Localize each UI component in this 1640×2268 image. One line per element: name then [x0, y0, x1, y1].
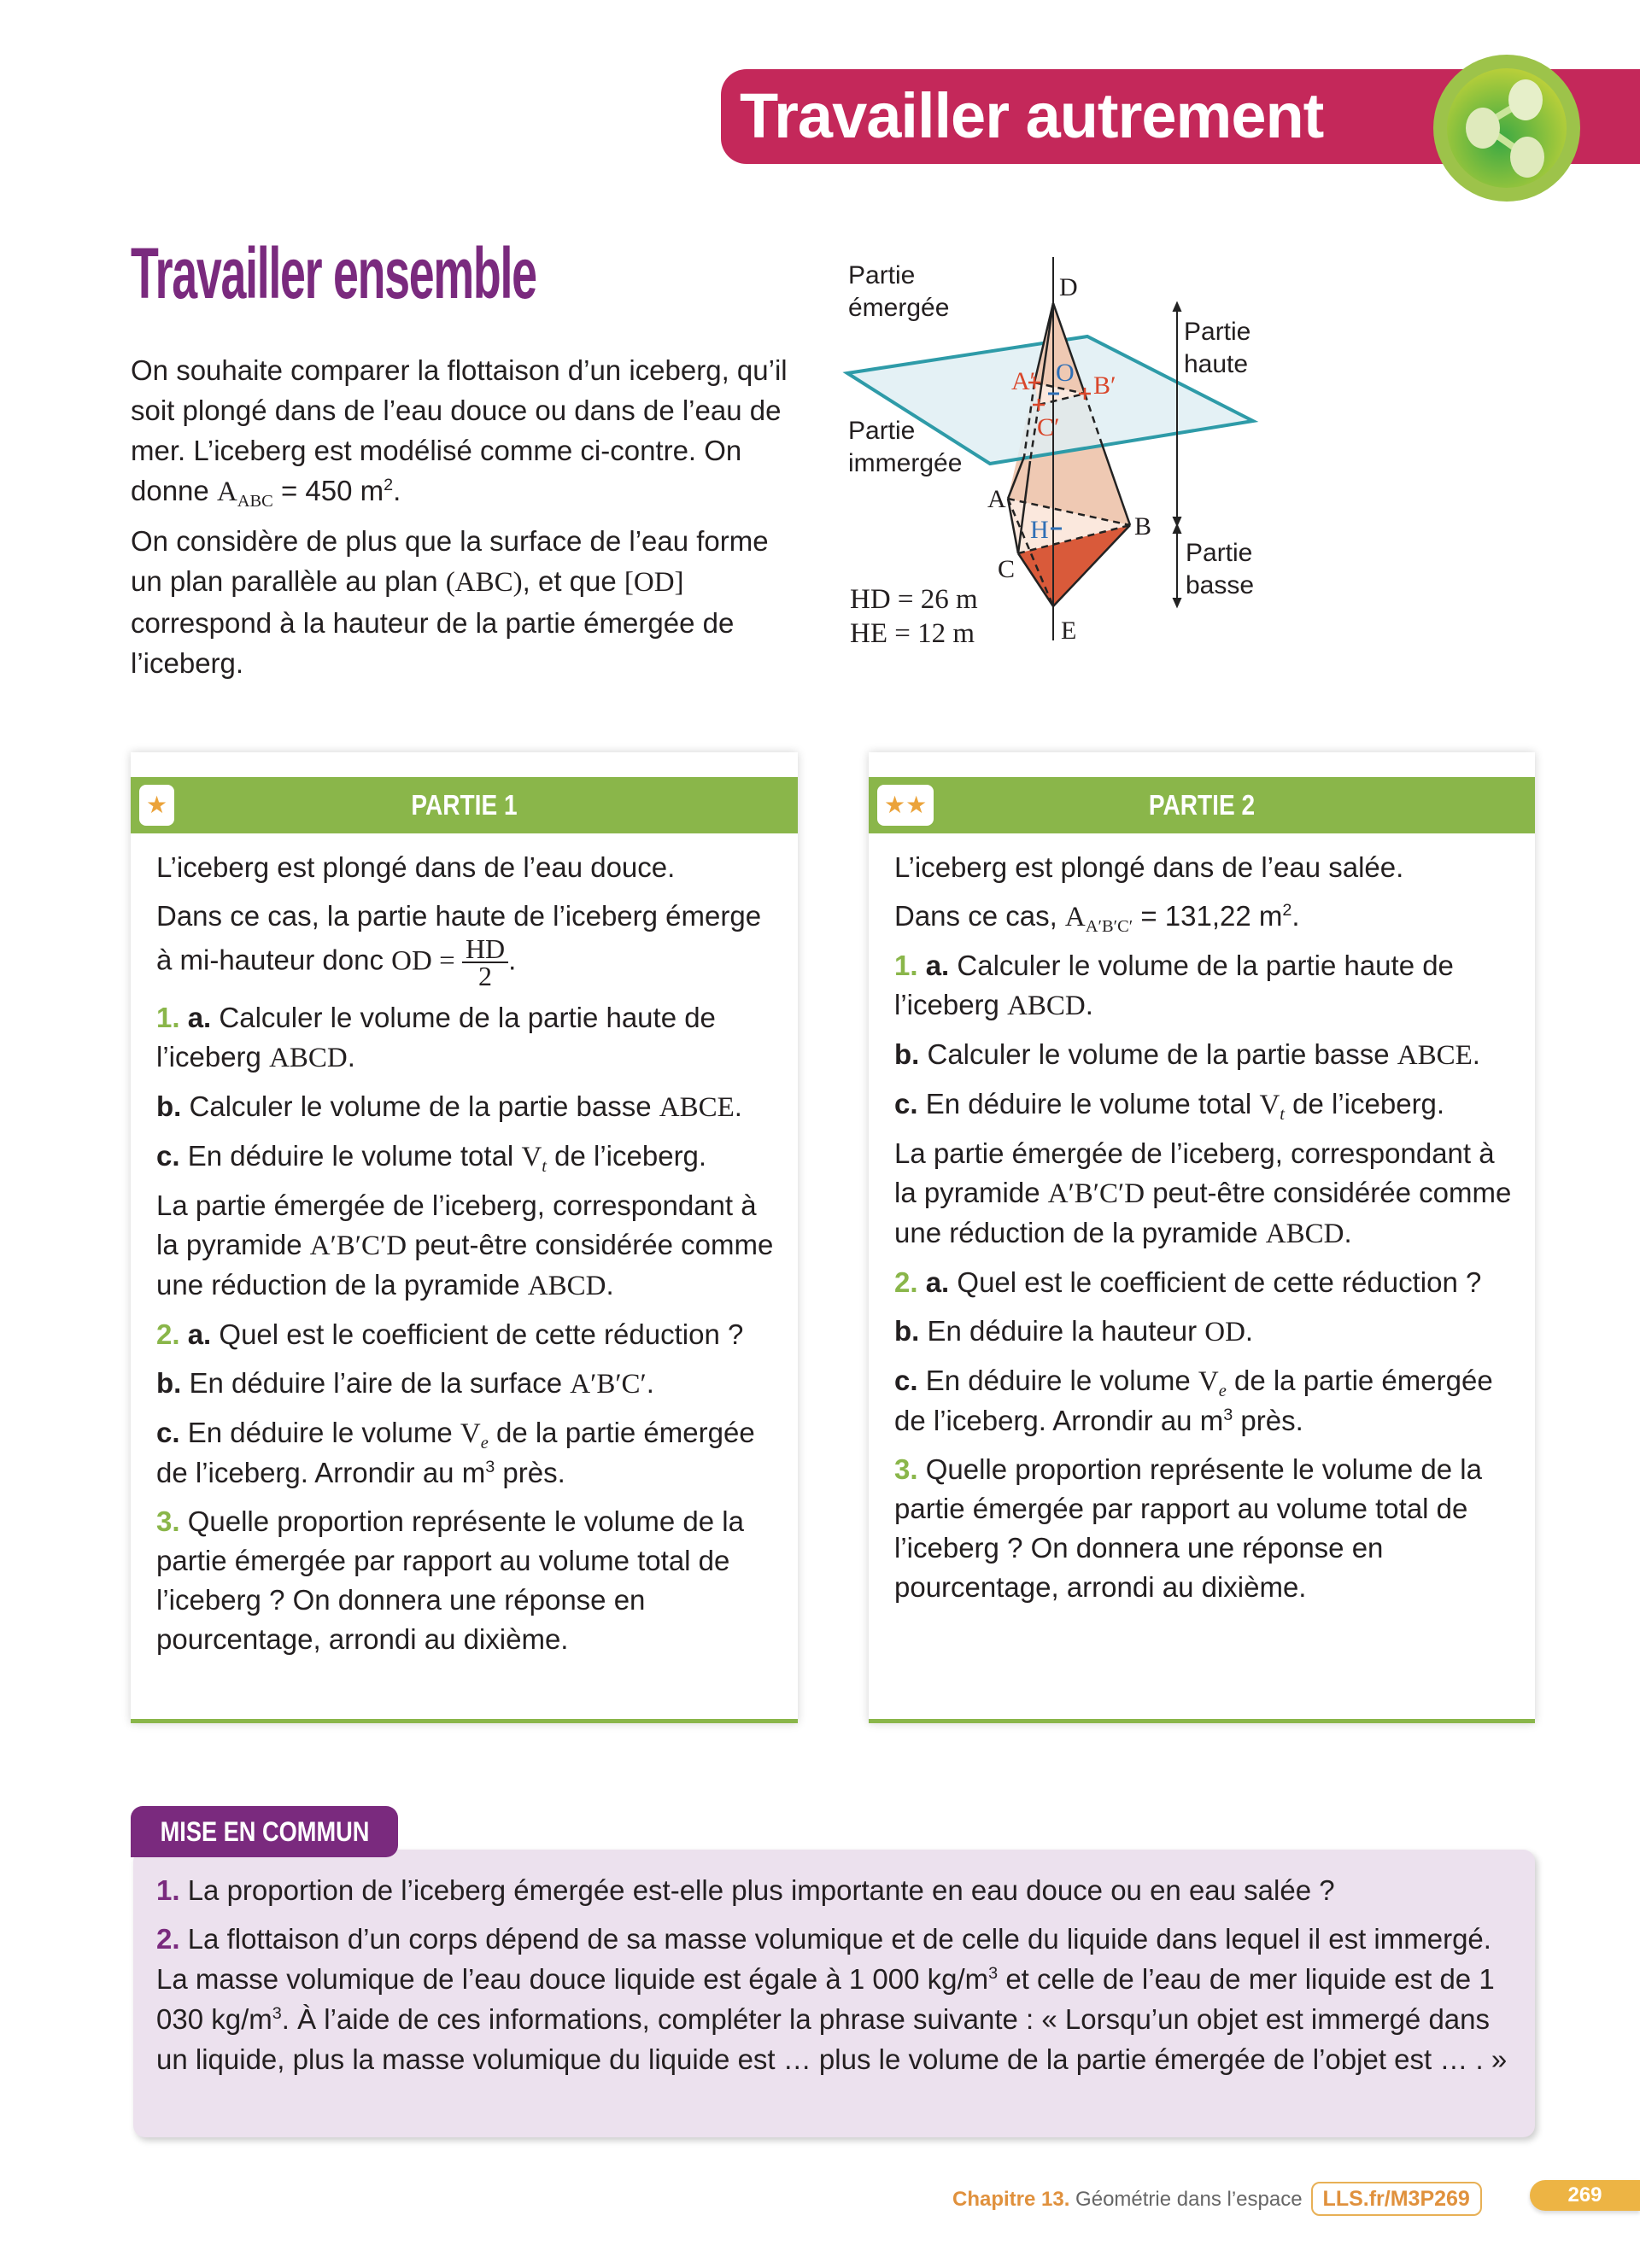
text: .	[347, 1041, 355, 1073]
chapter-title: Géométrie dans l’espace	[1069, 2188, 1303, 2211]
question-letter: a.	[187, 1318, 212, 1350]
sup: 3	[485, 1458, 495, 1477]
question-1c	[156, 1137, 779, 1177]
question-letter: a.	[925, 950, 950, 981]
question-2	[156, 1919, 1514, 2079]
text: .	[1085, 989, 1093, 1020]
question-number: 1.	[156, 1002, 180, 1033]
label-partie-basse	[1186, 537, 1254, 602]
label-partie-haute	[1184, 316, 1250, 381]
point-label-H: H	[1030, 516, 1049, 544]
math-sub: e	[1218, 1382, 1227, 1401]
question-number: 2.	[894, 1266, 918, 1298]
chapter-number: Chapitre 13.	[952, 2188, 1070, 2211]
text: de la partie émergée de l’iceberg. Arrondir au m	[894, 1365, 1493, 1436]
text: et celle de l’eau de mer liquide est de 1 030 kg/m	[156, 1963, 1495, 2035]
difficulty-stars-icon: ★★	[877, 785, 934, 826]
given-he: HE = 12 m	[850, 618, 975, 649]
text: En déduire le volume	[179, 1417, 460, 1448]
text: Dans ce cas,	[894, 900, 1065, 932]
question-number: 2.	[156, 1318, 180, 1350]
intro-paragraph	[131, 350, 805, 512]
point-label-O: O	[1056, 359, 1075, 387]
text: .	[1344, 1217, 1352, 1248]
fraction	[462, 933, 508, 991]
numerator: HD	[462, 936, 508, 963]
text: Calculer le volume de la partie haute de l’iceberg	[894, 950, 1454, 1020]
point-label-C-prime: C′	[1037, 413, 1060, 441]
text: .	[1472, 1038, 1480, 1070]
question-letter: c.	[894, 1088, 918, 1119]
math-sub: t	[1280, 1105, 1285, 1125]
page-footer	[952, 2182, 1482, 2216]
text: = 450 m	[272, 475, 384, 506]
label-line: Partie	[848, 417, 916, 445]
text: .	[1292, 900, 1300, 932]
partie2-card	[869, 752, 1535, 1723]
question-2c	[156, 1413, 779, 1493]
text: En déduire la hauteur	[919, 1315, 1205, 1347]
partie2-header	[869, 777, 1535, 833]
partie2-title: PARTIE 2	[1148, 789, 1256, 821]
math: A′B′C′D	[1047, 1178, 1145, 1209]
math: A	[216, 476, 237, 507]
text: En déduire le volume total	[917, 1088, 1260, 1119]
difficulty-star-icon: ★	[139, 785, 174, 826]
math-sub: ABC	[237, 492, 273, 511]
text: .	[508, 944, 517, 976]
question-1a	[894, 946, 1516, 1026]
point-label-C: C	[998, 555, 1016, 583]
paragraph	[894, 1134, 1516, 1254]
text: près.	[495, 1457, 565, 1488]
question-letter: b.	[156, 1090, 182, 1122]
text: La flottaison d’un corps dépend de sa masse volumique et de celle du liquide dans lequel il est immergé. La masse volumique de l’eau douce liquide est égale à 1 000 kg/m	[156, 1923, 1491, 1995]
math: (ABC)	[445, 567, 523, 598]
question-letter: c.	[894, 1365, 918, 1396]
question-1c	[894, 1084, 1516, 1125]
text: On considère de plus que la surface de l’eau forme un plan parallèle au plan	[131, 525, 769, 597]
point-label-E: E	[1061, 617, 1077, 645]
text: Calculer le volume de la partie haute de l’iceberg	[156, 1002, 716, 1073]
text: La partie émergée de l’iceberg, correspondant à la pyramide	[894, 1137, 1495, 1208]
math: [OD]	[624, 567, 684, 598]
text: .	[646, 1367, 654, 1399]
paragraph	[894, 897, 1516, 937]
math: ABCD	[527, 1271, 606, 1301]
resource-link[interactable]: LLS.fr/M3P269	[1311, 2182, 1482, 2216]
question-letter: c.	[156, 1417, 180, 1448]
mise-en-commun-body	[156, 1870, 1514, 2088]
paragraph: L’iceberg est plongé dans de l’eau salée.	[894, 851, 1404, 883]
math: OD	[1204, 1317, 1245, 1347]
math: V	[1259, 1090, 1280, 1120]
text: En déduire le volume total	[179, 1140, 522, 1172]
partie1-body	[156, 848, 779, 1669]
question-letter: a.	[925, 1266, 950, 1298]
molecule-icon	[1432, 53, 1582, 203]
question-1	[156, 1870, 1514, 1910]
text: Quelle proportion représente le volume de la partie émergée par rapport au volume total de l’iceberg ? On donnera une réponse en pourcentage, arrondi au dixième.	[894, 1453, 1482, 1603]
intro-text	[131, 350, 805, 692]
question-letter: b.	[156, 1367, 182, 1399]
label-line: Partie	[1186, 539, 1253, 567]
math: ABCD	[1265, 1219, 1344, 1249]
question-number: 1.	[894, 950, 918, 981]
banner-title: Travailler autrement	[740, 80, 1324, 151]
text: de l’iceberg.	[546, 1140, 707, 1172]
tab-label: MISE EN COMMUN	[160, 1816, 369, 1847]
point-label-B: B	[1134, 512, 1152, 541]
text: En déduire l’aire de la surface	[181, 1367, 571, 1399]
text: peut-être considérée comme une réduction de la pyramide	[894, 1177, 1512, 1248]
text: = 131,22 m	[1133, 900, 1283, 932]
partie1-card	[131, 752, 798, 1723]
label-line: Partie	[848, 261, 916, 289]
question-2c	[894, 1361, 1516, 1441]
mise-en-commun-tab	[131, 1806, 398, 1857]
math-sub: e	[480, 1434, 489, 1453]
math: A′B′C′	[570, 1369, 647, 1400]
partie2-body	[894, 848, 1516, 1616]
text: , et que	[522, 565, 624, 597]
text: Calculer le volume de la partie basse	[181, 1090, 659, 1122]
intro-paragraph	[131, 521, 805, 683]
text: La proportion de l’iceberg émergée est-elle plus importante en eau douce ou en eau salée ?	[179, 1874, 1335, 1906]
question-1b	[156, 1087, 779, 1127]
question-3	[894, 1450, 1516, 1607]
iceberg-figure	[820, 239, 1555, 717]
math: ABCE	[659, 1092, 735, 1123]
question-1b	[894, 1035, 1516, 1075]
text: En déduire le volume	[917, 1365, 1198, 1396]
text: Quel est le coefficient de cette réduction ?	[949, 1266, 1482, 1298]
section-title: Travailler ensemble	[131, 233, 536, 313]
math: V	[460, 1418, 481, 1449]
question-letter: c.	[156, 1140, 180, 1172]
question-letter: b.	[894, 1038, 920, 1070]
math: V	[1198, 1366, 1219, 1397]
label-partie-emergee	[848, 260, 949, 324]
text: près.	[1233, 1405, 1303, 1436]
text: Calculer le volume de la partie basse	[919, 1038, 1397, 1070]
question-number: 3.	[156, 1505, 180, 1537]
math: OD =	[391, 945, 462, 977]
sup: 3	[272, 2004, 282, 2024]
text: .	[606, 1269, 614, 1301]
question-number: 1.	[156, 1874, 180, 1906]
question-number: 3.	[894, 1453, 918, 1485]
sup: 3	[988, 1964, 999, 1984]
point-label-A: A	[987, 485, 1006, 513]
partie1-title: PARTIE 1	[411, 789, 518, 821]
question-letter: b.	[894, 1315, 920, 1347]
math-sub: A′B′C′	[1085, 917, 1133, 937]
text: Quel est le coefficient de cette réduction ?	[211, 1318, 744, 1350]
sup: 3	[1223, 1406, 1233, 1425]
label-line: émergée	[848, 294, 950, 322]
sup: 2	[384, 476, 394, 495]
text: .	[393, 475, 401, 506]
question-letter: a.	[187, 1002, 212, 1033]
paragraph: L’iceberg est plongé dans de l’eau douce.	[156, 851, 676, 883]
question-2b	[156, 1364, 779, 1404]
label-line: Partie	[1184, 318, 1251, 346]
math: A	[1064, 902, 1086, 932]
math: V	[521, 1142, 542, 1172]
text: Quelle proportion représente le volume de la partie émergée par rapport au volume total de l’iceberg ? On donnera une réponse en pourcentage, arrondi au dixième.	[156, 1505, 744, 1655]
math: ABCE	[1397, 1040, 1473, 1071]
text: .	[1245, 1315, 1254, 1347]
text: correspond à la hauteur de la partie émergée de l’iceberg.	[131, 607, 735, 679]
text: . À l’aide de ces informations, compléter la phrase suivante : « Lorsqu’un objet est immergé dans un liquide, plus la masse volumique du liquide est … plus le volume de la partie émergée de l’objet est … . »	[156, 2003, 1508, 2075]
denominator: 2	[478, 961, 493, 991]
label-line: haute	[1184, 350, 1249, 378]
question-1a	[156, 998, 779, 1078]
paragraph	[156, 1186, 779, 1306]
question-2a	[156, 1315, 779, 1354]
label-line: basse	[1186, 571, 1255, 599]
sup: 2	[1282, 901, 1292, 921]
math-sub: t	[542, 1157, 547, 1177]
text: de la partie émergée de l’iceberg. Arrondir au m	[156, 1417, 755, 1488]
point-label-B-prime: B′	[1093, 371, 1116, 400]
text: peut-être considérée comme une réduction de la pyramide	[156, 1229, 774, 1301]
point-label-A-prime: A′	[1011, 367, 1036, 395]
question-number: 2.	[156, 1923, 180, 1955]
text: On souhaite comparer la flottaison d’un iceberg, qu’il soit plongé dans de l’eau douce ou dans de l’eau de mer. L’iceberg est modélisé comme ci-contre. On donne	[131, 354, 788, 506]
math: ABCD	[269, 1043, 348, 1073]
math: A′B′C′D	[309, 1230, 407, 1261]
label-partie-immergee	[848, 415, 962, 480]
point-label-D: D	[1059, 273, 1078, 301]
partie1-header	[131, 777, 798, 833]
text: .	[734, 1090, 742, 1122]
text: La partie émergée de l’iceberg, correspondant à la pyramide	[156, 1190, 757, 1260]
page-number: 269	[1530, 2180, 1640, 2211]
text: de l’iceberg.	[1284, 1088, 1445, 1119]
paragraph	[156, 897, 779, 989]
math: ABCD	[1007, 991, 1086, 1021]
label-line: immergée	[848, 449, 963, 477]
text: Dans ce cas, la partie haute de l’iceberg émerge à mi-hauteur donc	[156, 900, 762, 976]
question-3	[156, 1502, 779, 1659]
given-hd: HD = 26 m	[850, 584, 978, 615]
question-2b	[894, 1312, 1516, 1352]
question-2a	[894, 1263, 1516, 1302]
